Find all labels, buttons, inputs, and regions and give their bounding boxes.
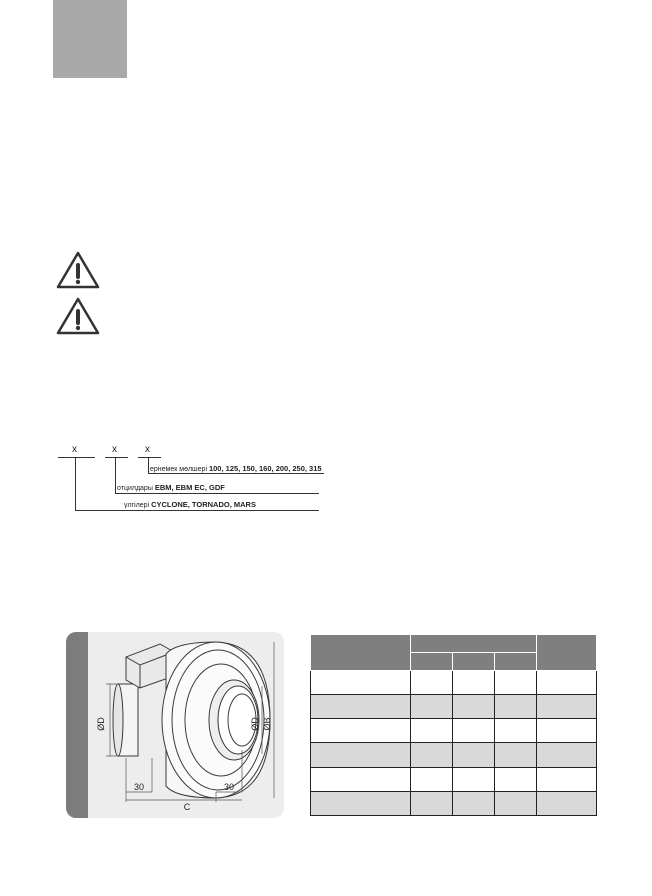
section-corner-block [53,0,127,78]
code-placeholder: x [72,444,77,455]
code-row-prefix: ернемек мөлшері [150,466,208,473]
code-row-label [124,500,256,509]
warning-icon [55,296,101,336]
code-placeholder: x [145,444,150,455]
table-header-cell [495,652,537,670]
dim-label-inlet: 30 [133,782,145,792]
code-row-line [75,510,319,511]
code-row-prefix: отцилдары [117,485,153,492]
fan-dimension-drawing [66,632,284,818]
code-row-values: CYCLONE, TORNADO, MARS [151,500,256,509]
warning-icon [55,250,101,290]
dim-label-duct: ØD [96,717,106,731]
table-row [311,670,597,694]
dimensions-table [310,634,597,816]
code-row-values: EBM, EBM EC, GDF [154,483,225,492]
dim-label-body: ØB [262,717,272,731]
table-header-cell [411,635,537,653]
table-header-cell [311,635,411,671]
table-row [311,694,597,718]
code-leader [75,457,76,510]
table-row [311,767,597,791]
table-row [311,791,597,815]
code-row-label [150,464,322,473]
code-row-prefix: үлгілері [124,502,150,509]
code-row-label [117,483,225,492]
table-row [311,743,597,767]
code-row-values: 100, 125, 150, 160, 200, 250, 315 [208,464,322,473]
code-row-line [148,473,324,474]
fan-drawing-panel [66,632,284,818]
model-code-diagram [55,444,335,517]
table-header-cell [411,652,453,670]
table-header-cell [453,652,495,670]
code-underline [105,457,128,458]
dim-label-duct-outlet: ØD [250,717,260,731]
table-row [311,719,597,743]
code-leader [115,457,116,493]
table-header-cell [537,635,597,671]
code-underline [138,457,161,458]
code-placeholder: x [112,444,117,455]
code-row-line [115,493,319,494]
code-leader [148,457,149,473]
code-underline [58,457,95,458]
dim-label-length: C [183,802,191,812]
dim-label-outlet: 30 [223,782,235,792]
